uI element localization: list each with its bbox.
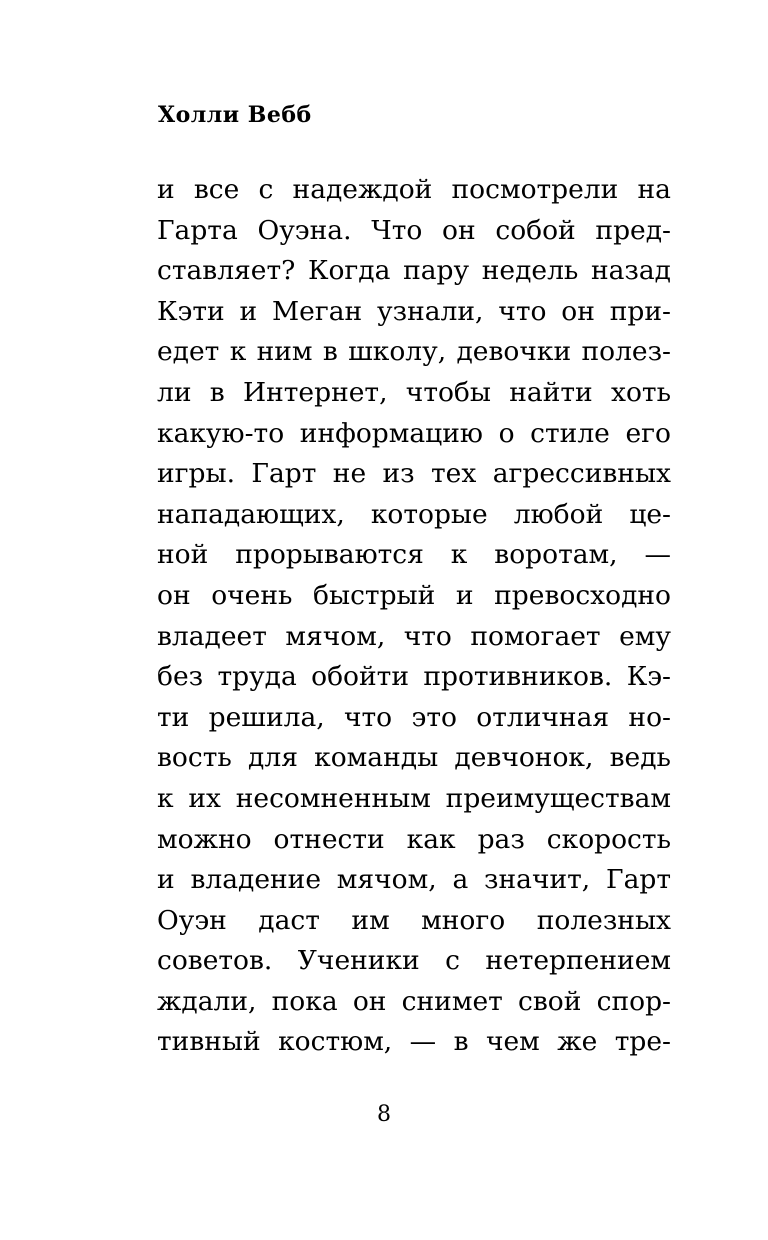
text-line: можно отнести как раз скорость <box>157 823 671 855</box>
text-line: он очень быстрый и превосходно <box>157 579 671 611</box>
text-line: нападающих, которые любой це- <box>157 498 671 530</box>
text-line: Оуэн даст им много полезных <box>157 904 671 936</box>
text-line: вость для команды девчонок, ведь <box>157 742 671 774</box>
body-text <box>157 170 671 1063</box>
text-line: ставляет? Когда пару недель назад <box>157 255 671 287</box>
text-line: Гарта Оуэна. Что он собой пред- <box>157 214 671 246</box>
text-line: Кэти и Меган узнали, что он при- <box>157 295 671 327</box>
text-line: игры. Гарт не из тех агрессивных <box>157 458 671 490</box>
text-line: едет к ним в школу, девочки полез- <box>157 336 671 368</box>
running-header-author: Холли Вебб <box>158 102 312 128</box>
text-line: ждали, пока он снимет свой спор- <box>157 985 671 1017</box>
text-line: ной прорываются к воротам, — <box>157 539 671 571</box>
text-line: и все с надеждой посмотрели на <box>157 174 671 205</box>
text-line: владеет мячом, что помогает ему <box>157 620 671 652</box>
text-line: советов. Ученики с нетерпением <box>157 945 671 977</box>
text-line: и владение мячом, а значит, Гарт <box>157 864 671 896</box>
text-line: к их несомненным преимуществам <box>157 782 671 814</box>
text-line: без труда обойти противников. Кэ- <box>157 661 671 693</box>
text-line: тивный костюм, — в чем же тре- <box>157 1026 671 1058</box>
text-line: ти решила, что это отличная но- <box>157 701 671 733</box>
text-line: какую-то информацию о стиле его <box>157 417 671 449</box>
page-number: 8 <box>377 1102 391 1127</box>
text-line: ли в Интернет, чтобы найти хоть <box>157 376 671 408</box>
